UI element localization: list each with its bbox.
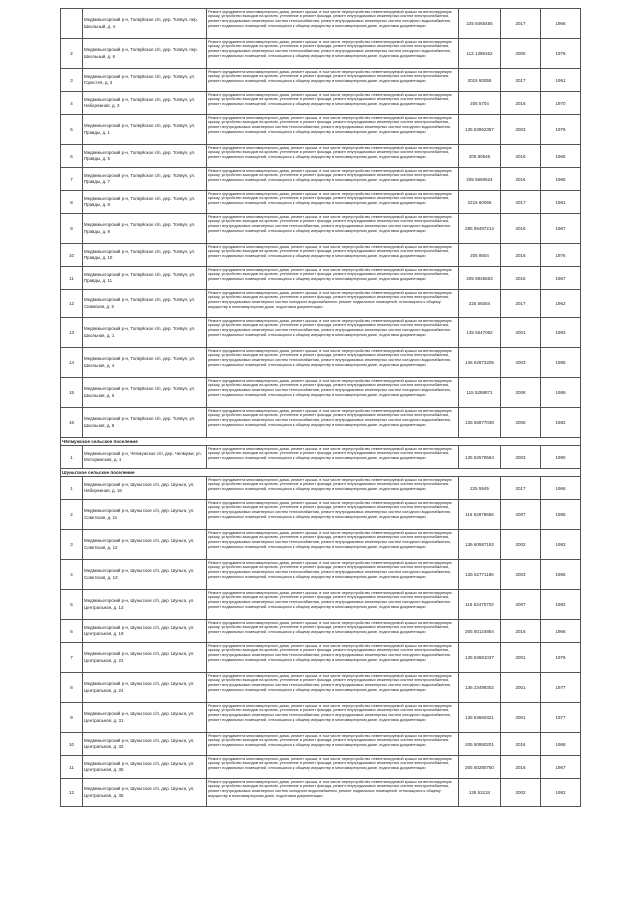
repair-year-cell: 2001 <box>501 673 541 703</box>
build-year-cell: 1968 <box>541 733 581 756</box>
works-cell: Ремонт фундамента многоквартирного дома, ремонт крыши, в том числе переустройство невентилируемой крыши на вентилируемую крышу, устройство выходов на кровлю, утепление и ремонт фасада, ремонт внутридомовых инженерных систем электроснабжения, ремонт подвальных помещений, относящихся к общему имуществу в многоквартирном доме, подготовка документации <box>207 69 459 92</box>
works-cell: Ремонт фундамента многоквартирного дома, ремонт крыши, в том числе переустройство невентилируемой крыши на вентилируемую крышу, устройство выходов на кровлю, утепление и ремонт фасада, ремонт внутридомовых инженерных систем электроснабжения, ремонт внутридомовых инженерных систем теплоснабжения, ремонт внутридомовых инженерных систем холодного водоснабжения, ремонт подвальных помещений, относящихся к общему имуществу в многоквартирном доме, подготовка документации <box>207 214 459 244</box>
build-year-cell: 1967 <box>541 267 581 290</box>
cost-cell: 205 8604 <box>459 244 501 267</box>
address-cell: Медвежьегорский р-н, Шуньгское с/п, дер. Шуньга, ул. Советская, д. 11 <box>83 500 207 530</box>
repair-year-cell: 2017 <box>501 9 541 39</box>
row-number: 6 <box>61 145 83 168</box>
row-number: 8 <box>61 673 83 703</box>
table-row <box>61 39 581 69</box>
row-number: 11 <box>61 756 83 779</box>
repair-year-cell: 2016 <box>501 92 541 115</box>
table-row <box>61 348 581 378</box>
row-number: 5 <box>61 115 83 145</box>
row-number: 9 <box>61 214 83 244</box>
repair-year-cell: 2001 <box>501 643 541 673</box>
works-cell: Ремонт фундамента многоквартирного дома, ремонт крыши, в том числе переустройство невентилируемой крыши на вентилируемую крышу, устройство выходов на кровлю, утепление и ремонт фасада, ремонт внутридомовых инженерных систем электроснабжения, ремонт внутридомовых инженерных систем теплоснабжения, ремонт внутридомовых инженерных систем холодного водоснабжения, ремонт подвальных помещений, относящихся к общему имуществу в многоквартирном доме, подготовка документации <box>207 643 459 673</box>
repair-year-cell: 2017 <box>501 191 541 214</box>
address-cell: Медвежьегорский р-н, Толвуйское с/п, дер. Толвуя, ул. Школьная, д. 8 <box>83 408 207 438</box>
works-cell: Ремонт фундамента многоквартирного дома, ремонт крыши, в том числе переустройство невентилируемой крыши на вентилируемую крышу, устройство выходов на кровлю, утепление и ремонт фасада, ремонт внутридомовых инженерных систем электроснабжения, ремонт подвальных помещений, относящихся к общему имуществу в многоквартирном доме, подготовка документации <box>207 446 459 469</box>
address-cell: Медвежьегорский р-н, Шуньгское с/п, дер. Шуньга, ул. Центральная, д. 35 <box>83 756 207 779</box>
build-year-cell: 1962 <box>541 290 581 318</box>
address-cell: Медвежьегорский р-н, Чёлмужское с/п, дер. Челмужи, ул. Моторимская, д. 1 <box>83 446 207 469</box>
cost-cell: 2215 60055 <box>459 191 501 214</box>
address-cell: Медвежьегорский р-н, Толвуйское с/п, дер. Толвуя, ул. Правды, д. 7 <box>83 168 207 191</box>
cost-cell: 2015 60055 <box>459 69 501 92</box>
table-row <box>61 408 581 438</box>
row-number: 13 <box>61 318 83 348</box>
build-year-cell: 1966 <box>541 9 581 39</box>
table-row <box>61 168 581 191</box>
build-year-cell: 1967 <box>541 756 581 779</box>
repair-year-cell: 2017 <box>501 290 541 318</box>
repair-year-cell: 2007 <box>501 500 541 530</box>
table-body <box>61 9 581 807</box>
row-number: 2 <box>61 39 83 69</box>
works-cell: Ремонт фундамента многоквартирного дома, ремонт крыши, в том числе переустройство невентилируемой крыши на вентилируемую крышу, устройство выходов на кровлю, утепление и ремонт фасада, ремонт внутридомовых инженерных систем электроснабжения, ремонт подвальных помещений, относящихся к общему имуществу в многоквартирном доме, подготовка документации <box>207 477 459 500</box>
build-year-cell: 1970 <box>541 92 581 115</box>
table-row <box>61 115 581 145</box>
cost-cell: 135 53134 <box>459 779 501 807</box>
repair-year-cell: 2003 <box>501 446 541 469</box>
repair-year-cell: 2016 <box>501 733 541 756</box>
build-year-cell: 1966 <box>541 620 581 643</box>
address-cell: Медвежьегорский р-н, Толвуйское с/п, дер. Толвуя, ул. Правды, д. 11 <box>83 267 207 290</box>
build-year-cell: 1976 <box>541 115 581 145</box>
build-year-cell: 1985 <box>541 500 581 530</box>
row-number: 16 <box>61 408 83 438</box>
build-year-cell: 1977 <box>541 673 581 703</box>
section-header <box>61 469 581 477</box>
works-cell: Ремонт фундамента многоквартирного дома, ремонт крыши, в том числе переустройство невентилируемой крыши на вентилируемую крышу, устройство выходов на кровлю, утепление и ремонт фасада, ремонт внутридомовых инженерных систем электроснабжения, ремонт подвальных помещений, относящихся к общему имуществу в многоквартирном доме, подготовка документации <box>207 733 459 756</box>
address-cell: Медвежьегорский р-н, Толвуйское с/п, дер. Толвуя, ул. Школьная, д. 6 <box>83 378 207 408</box>
table-row <box>61 560 581 590</box>
address-cell: Медвежьегорский р-н, Толвуйское с/п, дер. Толвуя, ул. Правды, д. 8 <box>83 191 207 214</box>
build-year-cell: 1976 <box>541 39 581 69</box>
row-number: 1 <box>61 477 83 500</box>
build-year-cell: 1986 <box>541 378 581 408</box>
cost-cell: 205 5946663 <box>459 267 501 290</box>
table-row <box>61 290 581 318</box>
address-cell: Медвежьегорский р-н, Шуньгское с/п, дер. Шуньга, ул. Центральная, д. 36 <box>83 779 207 807</box>
build-year-cell: 1977 <box>541 703 581 733</box>
row-number: 7 <box>61 168 83 191</box>
repair-year-cell: 2002 <box>501 779 541 807</box>
build-year-cell: 1985 <box>541 560 581 590</box>
cost-cell: 225 59254 <box>459 290 501 318</box>
build-year-cell: 1982 <box>541 408 581 438</box>
address-cell: Медвежьегорский р-н, Толвуйское с/п, дер. Толвуя, ул. Правды, д. 5 <box>83 145 207 168</box>
table-row <box>61 643 581 673</box>
works-cell: Ремонт фундамента многоквартирного дома, ремонт крыши, в том числе переустройство невентилируемой крыши на вентилируемую крышу, устройство выходов на кровлю, утепление и ремонт фасада, ремонт внутридомовых инженерных систем электроснабжения, ремонт внутридомовых инженерных систем теплоснабжения, ремонт внутридомовых инженерных систем холодного водоснабжения, ремонт подвальных помещений, относящихся к общему имуществу в многоквартирном доме, подготовка документации <box>207 530 459 560</box>
works-cell: Ремонт фундамента многоквартирного дома, ремонт крыши, в том числе переустройство невентилируемой крыши на вентилируемую крышу, устройство выходов на кровлю, утепление и ремонт фасада, ремонт внутридомовых инженерных систем электроснабжения, ремонт внутридомовых инженерных систем теплоснабжения, ремонт внутридомовых инженерных систем холодного водоснабжения, ремонт подвальных помещений, относящихся к общему имуществу в многоквартирном доме, подготовка документации <box>207 703 459 733</box>
works-cell: Ремонт фундамента многоквартирного дома, ремонт крыши, в том числе переустройство невентилируемой крыши на вентилируемую крышу, устройство выходов на кровлю, утепление и ремонт фасада, ремонт внутридомовых инженерных систем электроснабжения, ремонт подвальных помещений, относящихся к общему имуществу в многоквартирном доме, подготовка документации <box>207 145 459 168</box>
address-cell: Медвежьегорский р-н, Толвуйское с/п, дер. Толвуя, ул. Сиамская, д. 5 <box>83 290 207 318</box>
works-cell: Ремонт фундамента многоквартирного дома, ремонт крыши, в том числе переустройство невентилируемой крыши на вентилируемую крышу, устройство выходов на кровлю, утепление и ремонт фасада, ремонт внутридомовых инженерных систем электроснабжения, ремонт внутридомовых инженерных систем теплоснабжения, ремонт внутридомовых инженерных систем холодного водоснабжения, ремонт подвальных помещений, относящихся к общему имуществу в многоквартирном доме, подготовка документации <box>207 378 459 408</box>
works-cell: Ремонт фундамента многоквартирного дома, ремонт крыши, в том числе переустройство невентилируемой крыши на вентилируемую крышу, устройство выходов на кровлю, утепление и ремонт фасада, ремонт внутридомовых инженерных систем электроснабжения, ремонт внутридомовых инженерных систем теплоснабжения, ремонт внутридомовых инженерных систем холодного водоснабжения, ремонт подвальных помещений, относящихся к общему имуществу в многоквартирном доме, подготовка документации <box>207 318 459 348</box>
cost-cell: 205 50124854 <box>459 620 501 643</box>
cost-cell: 135 5547062 <box>459 318 501 348</box>
cost-cell: 225 8465455 <box>459 9 501 39</box>
build-year-cell: 1982 <box>541 590 581 620</box>
build-year-cell: 1967 <box>541 214 581 244</box>
build-year-cell: 1993 <box>541 318 581 348</box>
cost-cell: 136 62873205 <box>459 348 501 378</box>
table-row <box>61 500 581 530</box>
repair-year-cell: 2016 <box>501 267 541 290</box>
address-cell: Медвежьегорский р-н, Шуньгское с/п, дер. Шуньга, ул. Центральная, д. 13 <box>83 590 207 620</box>
repair-year-cell: 2016 <box>501 214 541 244</box>
address-cell: Медвежьегорский р-н, Шуньгское с/п, дер. Шуньга, ул. Центральная, д. 24 <box>83 673 207 703</box>
row-number: 4 <box>61 92 83 115</box>
works-cell: Ремонт фундамента многоквартирного дома, ремонт крыши, в том числе переустройство невентилируемой крыши на вентилируемую крышу, устройство выходов на кровлю, утепление и ремонт фасада, ремонт внутридомовых инженерных систем электроснабжения, ремонт внутридомовых инженерных систем теплоснабжения, ремонт внутридомовых инженерных систем холодного водоснабжения, ремонт подвальных помещений, относящихся к общему имуществу в многоквартирном доме, подготовка документации <box>207 560 459 590</box>
row-number: 15 <box>61 378 83 408</box>
table-row <box>61 530 581 560</box>
works-cell: Ремонт фундамента многоквартирного дома, ремонт крыши, в том числе переустройство невентилируемой крыши на вентилируемую крышу, устройство выходов на кровлю, утепление и ремонт фасада, ремонт внутридомовых инженерных систем электроснабжения, ремонт внутридомовых инженерных систем теплоснабжения, ремонт внутридомовых инженерных систем холодного водоснабжения, ремонт подвальных помещений, относящихся к общему имуществу в многоквартирном доме, подготовка документации <box>207 500 459 530</box>
row-number: 3 <box>61 69 83 92</box>
table-row <box>61 145 581 168</box>
cost-cell: 205 5704 <box>459 92 501 115</box>
row-number: 12 <box>61 290 83 318</box>
repair-year-cell: 2007 <box>501 590 541 620</box>
row-number: 12 <box>61 779 83 807</box>
repair-year-cell: 2005 <box>501 408 541 438</box>
row-number: 3 <box>61 530 83 560</box>
row-number: 7 <box>61 643 83 673</box>
address-cell: Медвежьегорский р-н, Шуньгское с/п, дер. Шуньга, ул. Центральная, д. 31 <box>83 703 207 733</box>
table-row <box>61 779 581 807</box>
row-number: 8 <box>61 191 83 214</box>
table-row <box>61 9 581 39</box>
row-number: 11 <box>61 267 83 290</box>
works-cell: Ремонт фундамента многоквартирного дома, ремонт крыши, в том числе переустройство невентилируемой крыши на вентилируемую крышу, устройство выходов на кровлю, утепление и ремонт фасада, ремонт внутридомовых инженерных систем электроснабжения, ремонт подвальных помещений, относящихся к общему имуществу в многоквартирном доме, подготовка документации <box>207 168 459 191</box>
works-cell: Ремонт фундамента многоквартирного дома, ремонт крыши, в том числе переустройство невентилируемой крыши на вентилируемую крышу, устройство выходов на кровлю, утепление и ремонт фасада, ремонт внутридомовых инженерных систем электроснабжения, ремонт внутридомовых инженерных систем холодного водоснабжения, ремонт подвальных помещений, относящихся к общему имуществу в многоквартирном доме, подготовка документации <box>207 290 459 318</box>
works-cell: Ремонт фундамента многоквартирного дома, ремонт крыши, в том числе переустройство невентилируемой крыши на вентилируемую крышу, устройство выходов на кровлю, утепление и ремонт фасада, ремонт внутридомовых инженерных систем электроснабжения, ремонт внутридомовых инженерных систем теплоснабжения, ремонт внутридомовых инженерных систем холодного водоснабжения, ремонт подвальных помещений, относящихся к общему имуществу в многоквартирном доме, подготовка документации <box>207 673 459 703</box>
build-year-cell: 1982 <box>541 779 581 807</box>
row-number: 4 <box>61 560 83 590</box>
address-cell: Медвежьегорский р-н, Толвуйское с/п, дер. Толвуя, ул. Правды, д. 1 <box>83 115 207 145</box>
table-row <box>61 214 581 244</box>
repair-year-cell: 2001 <box>501 703 541 733</box>
table-row <box>61 267 581 290</box>
repair-year-cell: 2016 <box>501 756 541 779</box>
address-cell: Медвежьегорский р-н, Шуньгское с/п, дер. Шуньга, ул. Набережная, д. 16 <box>83 477 207 500</box>
cost-cell: 113 1388152 <box>459 39 501 69</box>
works-cell: Ремонт фундамента многоквартирного дома, ремонт крыши, в том числе переустройство невентилируемой крыши на вентилируемую крышу, устройство выходов на кровлю, утепление и ремонт фасада, ремонт внутридомовых инженерных систем электроснабжения, ремонт подвальных помещений, относящихся к общему имуществу в многоквартирном доме, подготовка документации <box>207 267 459 290</box>
cost-cell: 135 53681037 <box>459 643 501 673</box>
cost-cell: 205 50890201 <box>459 733 501 756</box>
works-cell: Ремонт фундамента многоквартирного дома, ремонт крыши, в том числе переустройство невентилируемой крыши на вентилируемую крышу, устройство выходов на кровлю, утепление и ремонт фасада, ремонт внутридомовых инженерных систем электроснабжения, ремонт внутридомовых инженерных систем теплоснабжения, ремонт внутридомовых инженерных систем холодного водоснабжения, ремонт подвальных помещений, относящихся к общему имуществу в многоквартирном доме, подготовка документации <box>207 590 459 620</box>
address-cell: Медвежьегорский р-н, Шуньгское с/п, дер. Шуньга, ул. Центральная, д. 19 <box>83 620 207 643</box>
address-cell: Медвежьегорский р-н, Толвуйское с/п, дер. Толвуя, пер. Школьный, д. 6 <box>83 39 207 69</box>
table-row <box>61 244 581 267</box>
repair-year-cell: 2005 <box>501 39 541 69</box>
address-cell: Медвежьегорский р-н, Толвуйское с/п, дер. Толвуя, ул. Набережная, д. 3 <box>83 92 207 115</box>
works-cell: Ремонт фундамента многоквартирного дома, ремонт крыши, в том числе переустройство невентилируемой крыши на вентилируемую крышу, устройство выходов на кровлю, утепление и ремонт фасада, ремонт внутридомовых инженерных систем электроснабжения, ремонт внутридомовых инженерных систем теплоснабжения, ремонт внутридомовых инженерных систем холодного водоснабжения, ремонт подвальных помещений, относящихся к общему имуществу в многоквартирном доме, подготовка документации <box>207 408 459 438</box>
table-row <box>61 477 581 500</box>
address-cell: Медвежьегорский р-н, Шуньгское с/п, дер. Шуньга, ул. Советская, д. 12 <box>83 530 207 560</box>
table-row <box>61 756 581 779</box>
address-cell: Медвежьегорский р-н, Шуньгское с/п, дер. Шуньга, ул. Советская, д. 13 <box>83 560 207 590</box>
works-cell: Ремонт фундамента многоквартирного дома, ремонт крыши, в том числе переустройство невентилируемой крыши на вентилируемую крышу, устройство выходов на кровлю, утепление и ремонт фасада, ремонт внутридомовых инженерных систем электроснабжения, ремонт внутридомовых инженерных систем теплоснабжения, ремонт внутридомовых инженерных систем холодного водоснабжения, ремонт подвальных помещений, относящихся к общему имуществу в многоквартирном доме, подготовка документации <box>207 39 459 69</box>
address-cell: Медвежьегорский р-н, Шуньгское с/п, дер. Шуньга, ул. Центральная, д. 22 <box>83 643 207 673</box>
repair-year-cell: 2008 <box>501 378 541 408</box>
table-row <box>61 703 581 733</box>
address-cell: Медвежьегорский р-н, Толвуйское с/п, дер. Толвуя, ул. Школьная, д. 1 <box>83 318 207 348</box>
address-cell: Медвежьегорский р-н, Шуньгское с/п, дер. Шуньга, ул. Центральная, д. 32 <box>83 733 207 756</box>
section-header <box>61 438 581 446</box>
section-title: Шуньгское сельское поселение <box>61 469 581 477</box>
repair-year-cell: 2003 <box>501 560 541 590</box>
repair-program-table <box>60 8 581 807</box>
works-cell: Ремонт фундамента многоквартирного дома, ремонт крыши, в том числе переустройство невентилируемой крыши на вентилируемую крышу, устройство выходов на кровлю, утепление и ремонт фасада, ремонт внутридомовых инженерных систем электроснабжения, ремонт подвальных помещений, относящихся к общему имуществу в многоквартирном доме, подготовка документации <box>207 244 459 267</box>
works-cell: Ремонт фундамента многоквартирного дома, ремонт крыши, в том числе переустройство невентилируемой крыши на вентилируемую крышу, устройство выходов на кровлю, утепление и ремонт фасада, ремонт внутридомовых инженерных систем электроснабжения, ремонт внутридомовых инженерных систем теплоснабжения, ремонт внутридомовых инженерных систем холодного водоснабжения, ремонт подвальных помещений, относящихся к общему имуществу в многоквартирном доме, подготовка документации <box>207 115 459 145</box>
row-number: 10 <box>61 733 83 756</box>
row-number: 1 <box>61 446 83 469</box>
repair-year-cell: 2003 <box>501 348 541 378</box>
table-row <box>61 590 581 620</box>
row-number: 2 <box>61 500 83 530</box>
works-cell: Ремонт фундамента многоквартирного дома, ремонт крыши, в том числе переустройство невентилируемой крыши на вентилируемую крышу, устройство выходов на кровлю, утепление и ремонт фасада, ремонт внутридомовых инженерных систем электроснабжения, ремонт подвальных помещений, относящихся к общему имуществу в многоквартирном доме, подготовка документации <box>207 756 459 779</box>
repair-year-cell: 2002 <box>501 530 541 560</box>
cost-cell: 136 23499302 <box>459 673 501 703</box>
address-cell: Медвежьегорский р-н, Толвуйское с/п, дер. Толвуя, пер. Школьный, д. 4 <box>83 9 207 39</box>
build-year-cell: 1961 <box>541 191 581 214</box>
row-number: 6 <box>61 620 83 643</box>
repair-year-cell: 2001 <box>501 318 541 348</box>
cost-cell: 205 80546 <box>459 145 501 168</box>
cost-cell: 135 55877038 <box>459 408 501 438</box>
cost-cell: 285 59497214 <box>459 214 501 244</box>
repair-year-cell: 2017 <box>501 69 541 92</box>
section-title: Чёлмужское сельское поселение <box>61 438 581 446</box>
repair-year-cell: 2016 <box>501 620 541 643</box>
table-row <box>61 673 581 703</box>
repair-year-cell: 2003 <box>501 115 541 145</box>
build-year-cell: 1976 <box>541 643 581 673</box>
row-number <box>61 9 83 39</box>
works-cell: Ремонт фундамента многоквартирного дома, ремонт крыши, в том числе переустройство невентилируемой крыши на вентилируемую крышу, устройство выходов на кровлю, утепление и ремонт фасада, ремонт внутридомовых инженерных систем электроснабжения, ремонт подвальных помещений, относящихся к общему имуществу в многоквартирном доме, подготовка документации <box>207 92 459 115</box>
cost-cell: 135 52771186 <box>459 560 501 590</box>
table-row <box>61 446 581 469</box>
row-number: 9 <box>61 703 83 733</box>
build-year-cell: 1965 <box>541 168 581 191</box>
build-year-cell: 1965 <box>541 145 581 168</box>
works-cell: Ремонт фундамента многоквартирного дома, ремонт крыши, в том числе переустройство невентилируемой крыши на вентилируемую крышу, устройство выходов на кровлю, утепление и ремонт фасада, ремонт внутридомовых инженерных систем электроснабжения, ремонт внутридомовых инженерных систем холодного водоснабжения, ремонт подвальных помещений, относящихся к общему имуществу в многоквартирном доме, подготовка документации <box>207 779 459 807</box>
cost-cell: 205 50280750 <box>459 756 501 779</box>
works-cell: Ремонт фундамента многоквартирного дома, ремонт крыши, в том числе переустройство невентилируемой крыши на вентилируемую крышу, устройство выходов на кровлю, утепление и ремонт фасада, ремонт внутридомовых инженерных систем электроснабжения, ремонт подвальных помещений, относящихся к общему имуществу в многоквартирном доме, подготовка документации <box>207 191 459 214</box>
cost-cell: 135 52578564 <box>459 446 501 469</box>
build-year-cell: 1976 <box>541 244 581 267</box>
cost-cell: 135 53962397 <box>459 115 501 145</box>
cost-cell: 136 60587182 <box>459 530 501 560</box>
table-row <box>61 378 581 408</box>
build-year-cell: 1990 <box>541 446 581 469</box>
table-row <box>61 620 581 643</box>
build-year-cell: 1983 <box>541 530 581 560</box>
works-cell: Ремонт фундамента многоквартирного дома, ремонт крыши, в том числе переустройство невентилируемой крыши на вентилируемую крышу, устройство выходов на кровлю, утепление и ремонт фасада, ремонт внутридомовых инженерных систем электроснабжения, ремонт подвальных помещений, относящихся к общему имуществу в многоквартирном доме, подготовка документации <box>207 620 459 643</box>
address-cell: Медвежьегорский р-н, Толвуйское с/п, дер. Толвуя, ул. Горестея, д. 3 <box>83 69 207 92</box>
table-row <box>61 69 581 92</box>
row-number: 10 <box>61 244 83 267</box>
build-year-cell: 1985 <box>541 348 581 378</box>
repair-year-cell: 2017 <box>501 477 541 500</box>
address-cell: Медвежьегорский р-н, Толвуйское с/п, дер. Толвуя, ул. Правды, д. 9 <box>83 214 207 244</box>
cost-cell: 115 52470702 <box>459 590 501 620</box>
cost-cell: 135 53660321 <box>459 703 501 733</box>
table-row <box>61 318 581 348</box>
table-row <box>61 191 581 214</box>
row-number: 14 <box>61 348 83 378</box>
cost-cell: 115 5288871 <box>459 378 501 408</box>
build-year-cell: 1961 <box>541 69 581 92</box>
cost-cell: 116 52878656 <box>459 500 501 530</box>
repair-year-cell: 2016 <box>501 168 541 191</box>
repair-year-cell: 2016 <box>501 145 541 168</box>
table-row <box>61 733 581 756</box>
build-year-cell: 1966 <box>541 477 581 500</box>
cost-cell: 205 5660524 <box>459 168 501 191</box>
address-cell: Медвежьегорский р-н, Толвуйское с/п, дер. Толвуя, ул. Школьная, д. 4 <box>83 348 207 378</box>
document-page <box>60 8 580 807</box>
works-cell: Ремонт фундамента многоквартирного дома, ремонт крыши, в том числе переустройство невентилируемой крыши на вентилируемую крышу, устройство выходов на кровлю, утепление и ремонт фасада, ремонт внутридомовых инженерных систем электроснабжения, ремонт внутридомовых инженерных систем теплоснабжения, ремонт внутридомовых инженерных систем холодного водоснабжения, ремонт подвальных помещений, относящихся к общему имуществу в многоквартирном доме, подготовка документации <box>207 348 459 378</box>
table-row <box>61 92 581 115</box>
works-cell: Ремонт фундамента многоквартирного дома, ремонт крыши, в том числе переустройство невентилируемой крыши на вентилируемую крышу, устройство выходов на кровлю, утепление и ремонт фасада, ремонт внутридомовых инженерных систем электроснабжения, ремонт внутридомовых инженерных систем теплоснабжения, ремонт внутридомовых инженерных систем холодного водоснабжения, ремонт подвальных помещений, относящихся к общему имуществу в многоквартирном доме, подготовка документации <box>207 9 459 39</box>
row-number: 5 <box>61 590 83 620</box>
address-cell: Медвежьегорский р-н, Толвуйское с/п, дер. Толвуя, ул. Правды, д. 10 <box>83 244 207 267</box>
repair-year-cell: 2016 <box>501 244 541 267</box>
cost-cell: 225 5945 <box>459 477 501 500</box>
